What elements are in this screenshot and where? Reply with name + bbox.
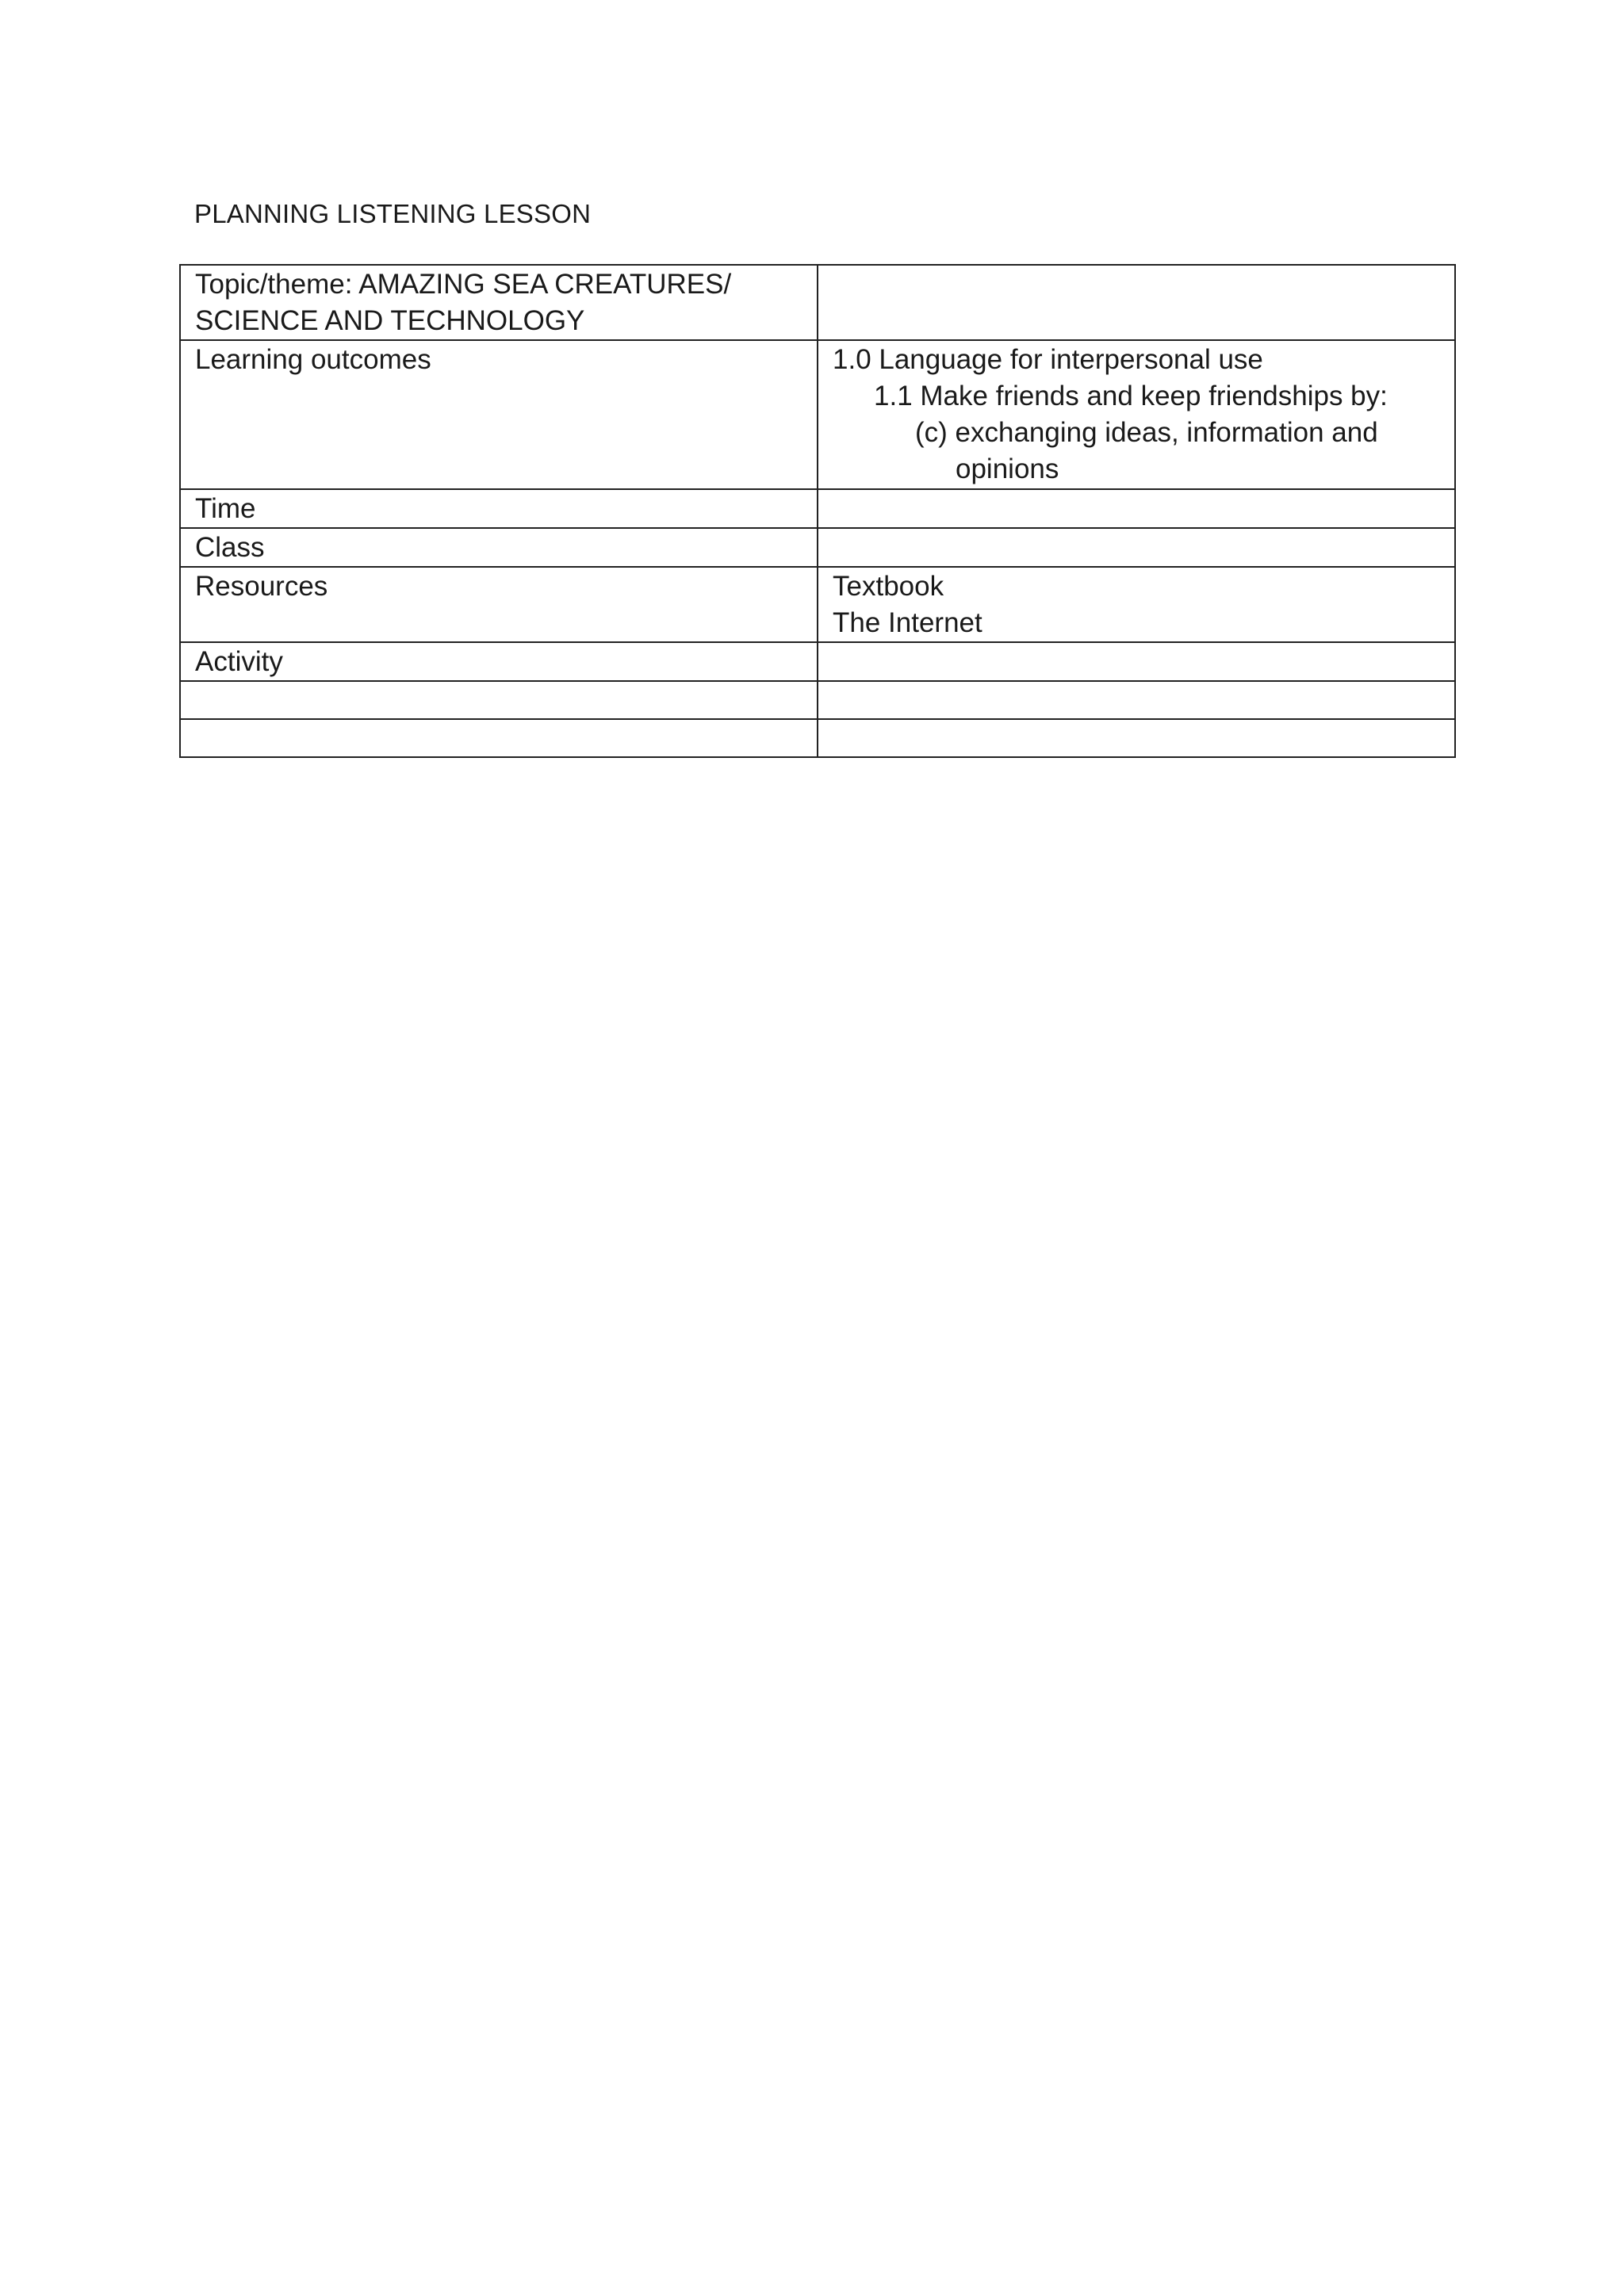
outcome-line-1: 1.0 Language for interpersonal use — [833, 344, 1263, 375]
table-row-topic — [180, 265, 1455, 340]
topic-label-line-2: SCIENCE AND TECHNOLOGY — [195, 305, 585, 336]
time-value-cell — [818, 489, 1455, 528]
table-row-learning-outcomes — [180, 340, 1455, 489]
outcome-line-4: opinions — [956, 453, 1059, 484]
topic-value-cell — [818, 265, 1455, 340]
learning-outcomes-value-cell — [818, 340, 1455, 489]
learning-outcomes-label-cell: Learning outcomes — [180, 340, 818, 489]
table-row-blank-1 — [180, 681, 1455, 719]
table-row-resources — [180, 567, 1455, 642]
table-row-time — [180, 489, 1455, 528]
table-row-class — [180, 528, 1455, 567]
class-label-cell: Class — [180, 528, 818, 567]
resource-item-1: Textbook — [833, 571, 944, 602]
topic-label-cell — [180, 265, 818, 340]
table-row-activity — [180, 642, 1455, 681]
page-title: PLANNING LISTENING LESSON — [194, 199, 592, 228]
activity-label-cell: Activity — [180, 642, 818, 681]
outcome-line-3: (c) exchanging ideas, information and — [915, 417, 1378, 448]
resources-label-cell: Resources — [180, 567, 818, 642]
topic-label-line-1: Topic/theme: AMAZING SEA CREATURES/ — [195, 269, 732, 300]
resource-item-2: The Internet — [833, 607, 982, 638]
blank-cell-right — [818, 681, 1455, 719]
class-value-cell — [818, 528, 1455, 567]
blank-cell-left — [180, 719, 818, 757]
blank-cell-right — [818, 719, 1455, 757]
outcome-line-2: 1.1 Make friends and keep friendships by: — [874, 381, 1388, 411]
table-row-blank-2 — [180, 719, 1455, 757]
time-label-cell: Time — [180, 489, 818, 528]
resources-value-cell — [818, 567, 1455, 642]
activity-value-cell — [818, 642, 1455, 681]
blank-cell-left — [180, 681, 818, 719]
lesson-plan-table — [179, 264, 1456, 758]
